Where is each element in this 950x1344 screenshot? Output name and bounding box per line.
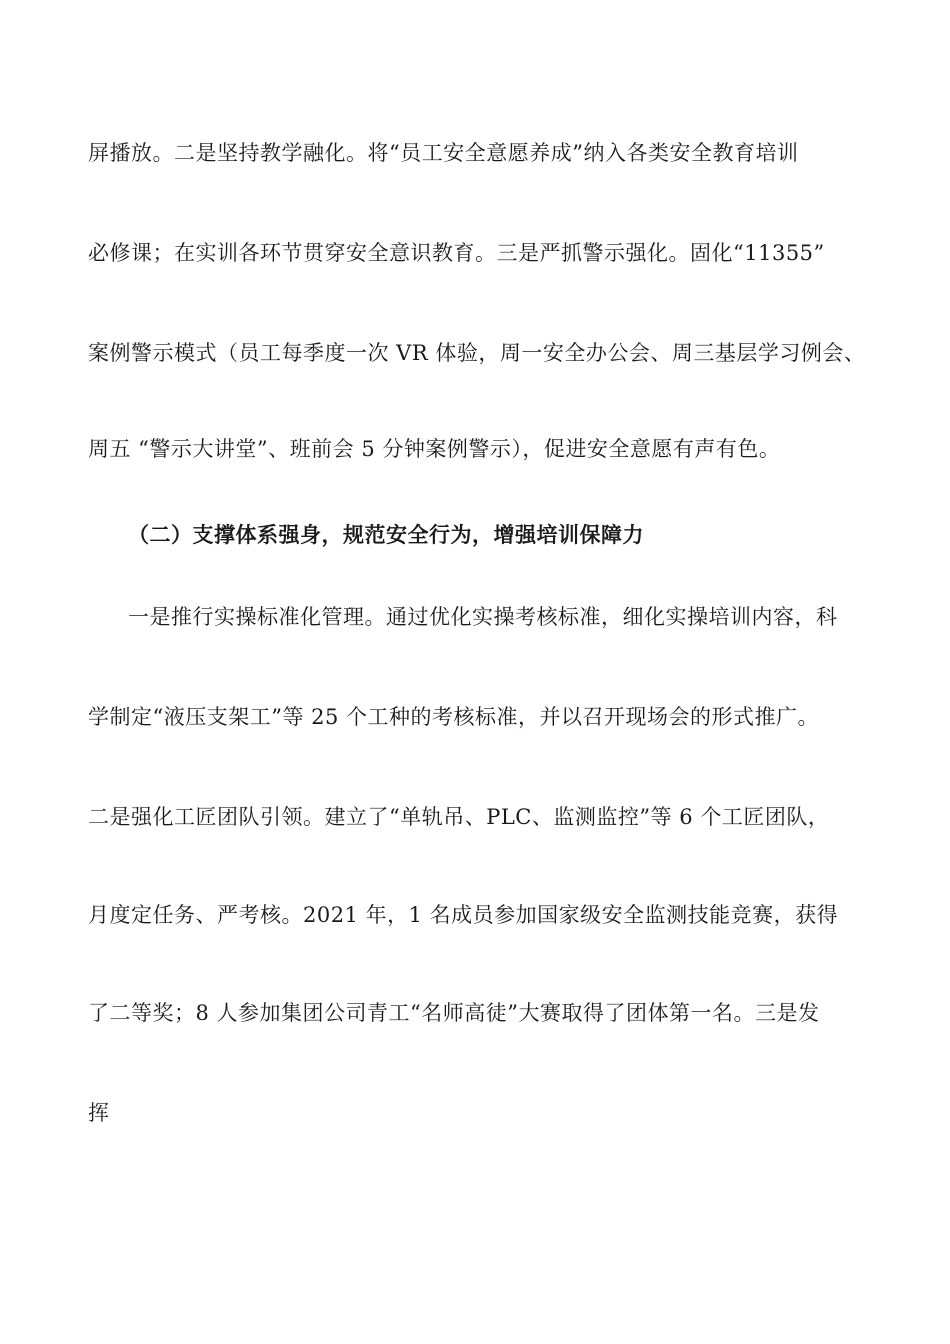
section-heading: （二）支撑体系强身，规范安全行为，增强培训保障力 [128, 522, 644, 547]
text-line-1: 屏播放。二是坚持教学融化。将“员工安全意愿养成”纳入各类安全教育培训 [88, 141, 799, 165]
paragraph-line-4: 月度定任务、严考核。2021 年，1 名成员参加国家级安全监测技能竞赛，获得 [88, 903, 839, 927]
text-line-4: 周五 “警示大讲堂”、班前会 5 分钟案例警示），促进安全意愿有声有色。 [88, 437, 781, 461]
paragraph-line-6: 挥 [88, 1101, 110, 1125]
paragraph-line-2: 学制定“液压支架工”等 25 个工种的考核标准，并以召开现场会的形式推广。 [88, 705, 820, 729]
text-line-3: 案例警示模式（员工每季度一次 VR 体验，周一安全办公会、周三基层学习例会、 [88, 341, 866, 365]
text-line-2: 必修课；在实训各环节贯穿安全意识教育。三是严抓警示强化。固化“11355” [88, 241, 825, 265]
paragraph-line-3: 二是强化工匠团队引领。建立了“单轨吊、PLC、监测监控”等 6 个工匠团队， [88, 805, 830, 829]
paragraph-line-1: 一是推行实操标准化管理。通过优化实操考核标准，细化实操培训内容，科 [128, 605, 838, 629]
paragraph-line-5: 了二等奖；8 人参加集团公司青工“名师高徒”大赛取得了团体第一名。三是发 [88, 1001, 820, 1025]
